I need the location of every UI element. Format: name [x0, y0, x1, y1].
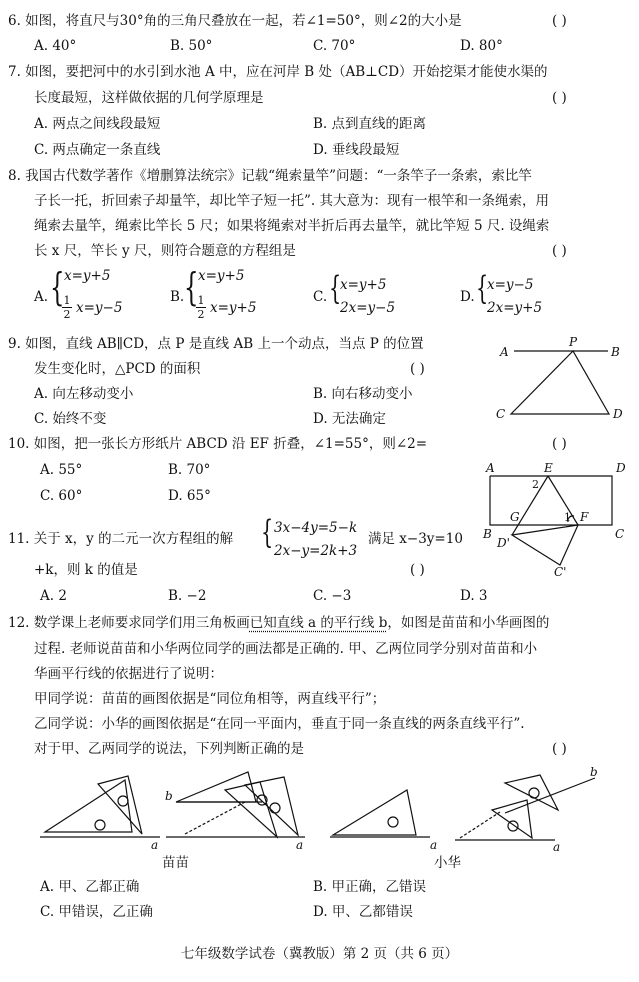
- q12-line1: 12. 数学课上老师要求同学们用三角板画已知直线 a 的平行线 b，如图是苗苗和小华画图的: [8, 615, 550, 631]
- q11-eq2: 2x−y=2k+3: [274, 543, 358, 559]
- q10-flap: [512, 525, 578, 565]
- q12-f1-label-a: a: [151, 838, 159, 852]
- q12-f2-triangle-top: [176, 772, 256, 802]
- q10-label-dprime: D': [497, 536, 510, 550]
- q12-option-a: A. 甲、乙都正确: [40, 879, 140, 895]
- q6-stem: 6. 如图，将直尺与30°角的三角尺叠放在一起，若∠1=50°，则∠2的大小是: [8, 13, 462, 29]
- q9-option-b: B. 向右移动变小: [313, 386, 413, 402]
- q8-option-b-eq1: x=y+5: [198, 268, 245, 284]
- q8-option-d-eq1: x=y−5: [487, 277, 534, 293]
- q10-option-d: D. 65°: [168, 488, 211, 504]
- q8-option-b-eq2: x=y+5: [210, 300, 257, 316]
- q12-line2: 过程. 老师说苗苗和小华两位同学的画法都是正确的. 甲、乙两位同学分别对苗苗和小: [34, 641, 538, 657]
- q12-f1-circle-2: [118, 796, 128, 806]
- q12-line3: 华画平行线的依据进行了说明：: [34, 666, 223, 682]
- q12-f3-triangle: [333, 790, 416, 835]
- q8-option-a-brace: {: [50, 265, 65, 309]
- q6-option-d: D. 80°: [460, 38, 503, 54]
- q8-option-b-fraction: $\frac{1}{2}$: [197, 294, 205, 321]
- page-footer: 七年级数学试卷（冀教版）第 2 页（共 6 页）: [180, 946, 459, 962]
- q10-rectangle: [490, 476, 612, 525]
- q12-figure-2: [165, 772, 305, 852]
- q12-caption-xiaohua: 小华: [434, 855, 461, 871]
- q10-option-c: C. 60°: [40, 488, 83, 504]
- q10-label-cprime: C': [554, 565, 567, 579]
- q10-option-a: A. 55°: [40, 462, 83, 478]
- q12-f4-triangle-top: [505, 775, 558, 810]
- q8-option-a-fraction: $\frac{1}{2}$: [63, 294, 71, 321]
- q9-triangle-pcd: [511, 351, 609, 414]
- q6-option-a: A. 40°: [34, 38, 77, 54]
- q9-option-a: A. 向左移动变小: [34, 386, 134, 402]
- q10-label-e: E: [544, 461, 553, 475]
- q12-f4-circle-1: [529, 788, 539, 798]
- q12-figure-1: [40, 776, 160, 852]
- q12-f4-dashed: [460, 812, 500, 838]
- q12-figure-3: [330, 790, 437, 852]
- q9-figure: [496, 335, 623, 421]
- q12-option-d: D. 甲、乙都错误: [313, 904, 413, 920]
- q8-line1: 8. 我国古代数学著作《增删算法统宗》记载“绳索量竿”问题：“一条竿子一条索，索比竿: [8, 168, 532, 184]
- q8-option-c-brace: {: [329, 269, 342, 307]
- q9-label-a: A: [500, 345, 509, 359]
- q9-label-c: C: [496, 407, 506, 421]
- q12-f2-triangle-side-2: [245, 777, 298, 835]
- q7-option-b: B. 点到直线的距离: [313, 116, 427, 132]
- q8-option-a-eq2: x=y−5: [76, 300, 123, 316]
- q12-f4-label-a: a: [553, 840, 561, 854]
- q7-answer-paren: ( ): [552, 90, 567, 106]
- q12-option-b: B. 甲正确，乙错误: [313, 879, 427, 895]
- q11-option-d: D. 3: [460, 588, 488, 604]
- q8-option-b-label: B.: [170, 289, 185, 305]
- q10-label-f: F: [580, 510, 589, 524]
- q7-option-a: A. 两点之间线段最短: [34, 116, 161, 132]
- q12-f2-dashed: [185, 802, 245, 834]
- q8-line2: 子长一托，折回索子却量竿，却比竿子短一托”. 其大意为：现有一根竿和一条绳索，用: [34, 193, 549, 209]
- q8-answer-paren: ( ): [552, 243, 567, 259]
- q10-label-b: B: [483, 527, 492, 541]
- q12-f2-label-b: b: [165, 789, 173, 803]
- q8-line4: 长 x 尺，竿长 y 尺，则符合题意的方程组是: [34, 243, 296, 259]
- q12-f1-triangle-1: [45, 780, 132, 832]
- q10-figure: [482, 461, 626, 579]
- q12-caption-miaomiao: 苗苗: [162, 855, 189, 871]
- q12-figure-4: [455, 765, 598, 854]
- q12-f3-circle: [388, 817, 398, 827]
- q7-option-d: D. 垂线段最短: [313, 142, 400, 158]
- q8-option-d-eq2: 2x=y+5: [487, 300, 543, 316]
- q10-label-a: A: [486, 461, 495, 475]
- q11-pre: 11. 关于 x，y 的二元一次方程组的解: [8, 531, 234, 547]
- q12-f4-label-b: b: [590, 765, 598, 779]
- q11-option-b: B. −2: [168, 588, 207, 604]
- q9-line2: 发生变化时，△PCD 的面积: [34, 361, 201, 377]
- q12-line4: 甲同学说：苗苗的画图依据是“同位角相等，两直线平行”；: [34, 691, 386, 707]
- q8-option-c-eq1: x=y+5: [340, 277, 387, 293]
- q12-f4-triangle-bottom: [492, 800, 532, 838]
- q9-option-d: D. 无法确定: [313, 411, 386, 427]
- q8-option-d-brace: {: [476, 269, 489, 307]
- q6-option-c: C. 70°: [313, 38, 356, 54]
- q9-label-d: D: [613, 407, 623, 421]
- q10-label-angle1: 1: [564, 511, 571, 524]
- q10-label-d: D: [616, 461, 626, 475]
- q8-option-a-eq1: x=y+5: [64, 268, 111, 284]
- q11-option-c: C. −3: [313, 588, 352, 604]
- q8-option-a-label: A.: [34, 289, 49, 305]
- q11-post: 满足 x−3y=10: [368, 531, 463, 547]
- q9-line1: 9. 如图，直线 AB∥CD，点 P 是直线 AB 上一个动点，当点 P 的位置: [8, 336, 424, 352]
- q10-fold-ef: [548, 476, 578, 525]
- q10-fold-eg: [512, 476, 548, 535]
- q12-emphasis: 已知直线 a 的平行线 b: [249, 615, 388, 631]
- q12-option-c: C. 甲错误，乙正确: [40, 904, 153, 920]
- q12-line6: 对于甲、乙两同学的说法，下列判断正确的是: [34, 741, 304, 757]
- q9-label-p: P: [569, 335, 578, 349]
- q8-option-b-brace: {: [184, 265, 199, 309]
- q10-label-c: C: [615, 527, 625, 541]
- q6-answer-paren: ( ): [552, 13, 567, 29]
- q9-label-b: B: [611, 345, 620, 359]
- q12-f2-circle-2: [270, 803, 280, 813]
- q10-answer-paren: ( ): [552, 436, 567, 452]
- q12-f1-circle-1: [95, 820, 105, 830]
- q12-f3-label-a: a: [430, 838, 438, 852]
- q9-answer-paren: ( ): [410, 361, 425, 377]
- q6-option-b: B. 50°: [170, 38, 213, 54]
- q11-answer-paren: ( ): [410, 562, 425, 578]
- q10-stem: 10. 如图，把一张长方形纸片 ABCD 沿 EF 折叠，∠1=55°，则∠2=: [8, 436, 428, 452]
- q8-option-c-eq2: 2x=y−5: [340, 300, 396, 316]
- q9-option-c: C. 始终不变: [34, 411, 107, 427]
- q12-answer-paren: ( ): [552, 741, 567, 757]
- q10-label-angle2: 2: [532, 478, 539, 491]
- q7-line1: 7. 如图，要把河中的水引到水池 A 中，应在河岸 B 处（AB⊥CD）开始挖渠才能使水渠的: [8, 64, 548, 80]
- q11-brace: {: [261, 513, 274, 551]
- q12-f4-circle-2: [508, 821, 518, 831]
- q8-line3: 绳索去量竿，绳索比竿长 5 尺；如果将绳索对半折后再去量竿，就比竿短 5 尺. 设绳索: [34, 218, 550, 234]
- q7-option-c: C. 两点确定一条直线: [34, 142, 161, 158]
- q12-f2-label-a: a: [296, 838, 304, 852]
- q11-line2: +k，则 k 的值是: [34, 562, 138, 578]
- q12-line5: 乙同学说：小华的画图依据是“在同一平面内，垂直于同一条直线的两条直线平行”.: [34, 716, 525, 732]
- q11-option-a: A. 2: [40, 588, 67, 604]
- q8-option-c-label: C.: [313, 289, 328, 305]
- q10-label-g: G: [510, 510, 520, 524]
- q10-option-b: B. 70°: [168, 462, 211, 478]
- q7-line2: 长度最短，这样做依据的几何学原理是: [34, 90, 264, 106]
- q8-option-d-label: D.: [460, 289, 475, 305]
- q11-eq1: 3x−4y=5−k: [274, 520, 358, 536]
